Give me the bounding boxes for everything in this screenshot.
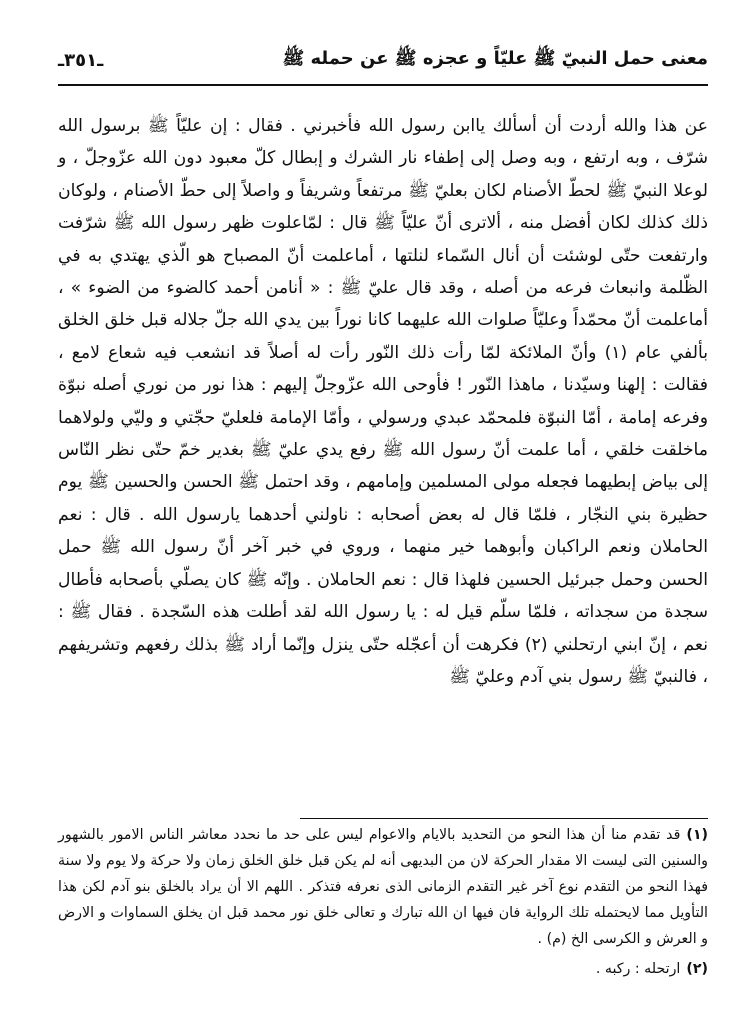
footnote-label: (٢) — [686, 961, 708, 977]
header-divider — [58, 84, 708, 86]
footnotes — [58, 822, 708, 982]
footnote-text: قد تقدم منا أن هذا النحو من التحديد بالايام والاعوام ليس على حد ما نحدد معاشر الناس الامور بالشهور والسنين التى ليست الا مقدار الحركة لان من البديهى أنه لم يكن قبل خلق الخلق زمان ولا حركة ولا يوم ولا سنة فهذا النحو من التقدم نوع آخر غير التقدم الزمانى الذى نعرفه فتذكر . اللهم الا أن يراد بالخلق بنو آدم لكن هذا التأويل مما لايحتمله تلك الرواية فان فيها ان الله تبارك و تعالى خلق نور محمد قبل ان يخلق السماوات و الارض و العرش و الكرسى الخ (م) . — [58, 827, 708, 947]
body-paragraph: عن هذا والله أردت أن أسألك ياابن رسول الله فأخبرني . فقال : إن عليّاً ﷺ برسول الله شرّف ، وبه ارتفع ، وبه وصل إلى إطفاء نار الشرك و إبطال كلّ معبود دون الله عزّوجلّ ، و لوعلا النبيّ ﷺ لحطّ الأصنام لكان بعليّ ﷺ مرتفعاً وشريفاً و واصلاً إلى حطّ الأصنام ، ولوكان ذلك كذلك لكان أفضل منه ، ألاترى أنّ عليّاً ﷺ قال : لمّاعلوت ظهر رسول الله ﷺ شرّفت وارتفعت حتّى لوشئت أن أنال السّماء لنلتها ، أماعلمت أنّ المصباح هو الّذي يهتدي به في الظّلمة وانبعاث فرعه من أصله ، وقد قال عليّ ﷺ : « أنامن أحمد كالضوء من الضوء » ، أماعلمت أنّ محمّداً وعليّاً صلوات الله عليهما كانا نوراً بين يدي الله جلّ جلاله قبل خلق الخلق بألفي عام (١) وأنّ الملائكة لمّا رأت ذلك النّور رأت له أصلاً قد انشعب فيه شعاع لامع ، فقالت : إلهنا وسيّدنا ، ماهذا النّور ! فأوحى الله عزّوجلّ إليهم : هذا نور من نوري أصله نبوّة وفرعه إمامة ، أمّا النبوّة فلمحمّد عبدي ورسولي ، وأمّا الإمامة فلعليّ حجّتي و وليّي ولولاهما ماخلقت خلقي ، أما علمت أنّ رسول الله ﷺ رفع يدي عليّ ﷺ بغدير خمّ حتّى نظر النّاس إلى بياض إبطيهما فجعله مولى المسلمين وإمامهم ، وقد احتمل ﷺ الحسن والحسين ﷺ يوم حظيرة بني النجّار ، فلمّا قال له بعض أصحابه : ناولني أحدهما يارسول الله . قال : نعم الحاملان ونعم الراكبان وأبوهما خير منهما ، وروي في خبر آخر أنّ رسول الله ﷺ حمل الحسن وحمل جبرئيل الحسين فلهذا قال : نعم الحاملان . وإنّه ﷺ كان يصلّي بأصحابه فأطال سجدة من سجداته ، فلمّا سلّم قيل له : يا رسول الله لقد أطلت هذه السّجدة . فقال ﷺ : نعم ، إنّ ابني ارتحلني (٢) فكرهت أن أعجّله حتّى ينزل وإنّما أراد ﷺ بذلك رفعهم وتشريفهم ، فالنبيّ ﷺ رسول بني آدم وعليّ ﷺ — [58, 116, 708, 687]
main-text — [58, 110, 708, 693]
footnote-text: ارتحله : ركبه . — [595, 961, 681, 977]
footnote-divider — [300, 818, 708, 819]
chapter-title: معنی حمل النبيّ ﷺ عليّاً و عجزه ﷺ عن حمله ﷺ — [282, 48, 708, 69]
footnote-label: (١) — [686, 827, 708, 843]
footnote-1 — [58, 822, 708, 952]
footnote-2 — [58, 956, 708, 982]
running-header — [58, 40, 708, 80]
page-number: ـ٣٥١ـ — [58, 49, 104, 71]
